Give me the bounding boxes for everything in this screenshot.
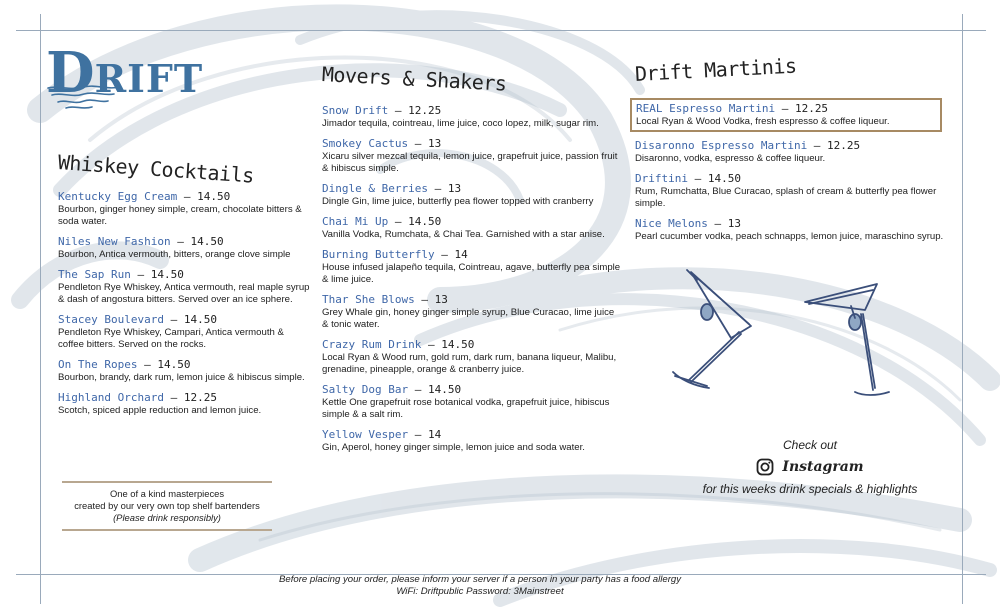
menu-item <box>322 293 622 331</box>
item-name: Salty Dog Bar <box>322 383 409 396</box>
menu-item <box>322 104 622 130</box>
item-desc: Grey Whale gin, honey ginger simple syrup, Blue Curacao, lime juice & tonic water. <box>322 307 615 330</box>
note-line-2: created by our very own top shelf bartenders <box>74 500 260 511</box>
instagram-row <box>680 458 940 476</box>
menu-item <box>635 139 947 165</box>
item-desc: Dingle Gin, lime juice, butterfly pea flower topped with cranberry <box>322 196 594 207</box>
item-name: Kentucky Egg Cream <box>58 190 178 203</box>
item-price: – 12.25 <box>807 139 861 152</box>
movers-section <box>322 62 622 461</box>
item-price: – 13 <box>408 137 442 150</box>
item-desc: Pearl cucumber vodka, peach schnapps, lemon juice, maraschino syrup. <box>635 231 944 242</box>
menu-item <box>58 235 310 261</box>
item-price: – 12.25 <box>163 391 217 404</box>
item-desc: Xicaru silver mezcal tequila, lemon juice, grapefruit juice, passion fruit & hibiscus simple. <box>322 151 618 174</box>
menu-item <box>58 358 310 384</box>
frame-right-line <box>962 14 963 604</box>
instagram-label: Instagram <box>782 459 864 475</box>
movers-title: Movers & Shakers <box>321 62 508 96</box>
item-desc: Local Ryan & Wood rum, gold rum, dark rum, banana liqueur, Malibu, grenadine, pineapple, orange & cranberry juice. <box>322 352 617 375</box>
item-name: Dingle & Berries <box>322 182 428 195</box>
item-price: – 12.25 <box>388 104 442 117</box>
instagram-icon <box>756 458 774 476</box>
allergy-notice: Before placing your order, please inform your server if a person in your party has a food allergy <box>278 574 682 585</box>
item-name: Smokey Cactus <box>322 137 409 150</box>
menu-item <box>58 268 310 306</box>
logo-rest: RIFT <box>94 56 204 101</box>
martinis-title: Drift Martinis <box>634 53 797 86</box>
menu-item <box>322 248 622 286</box>
menu-item <box>58 391 310 417</box>
item-price: – 14.50 <box>163 313 217 326</box>
whiskey-section <box>58 150 310 424</box>
item-name: On The Ropes <box>58 358 138 371</box>
item-desc: Vanilla Vodka, Rumchata, & Chai Tea. Garnished with a star anise. <box>322 229 605 240</box>
menu-item <box>635 217 947 243</box>
item-desc: Rum, Rumchatta, Blue Curacao, splash of cream & butterfly pea flower simple. <box>635 186 937 209</box>
item-name: Niles New Fashion <box>58 235 171 248</box>
item-desc: Gin, Aperol, honey ginger simple, lemon juice and soda water. <box>322 442 585 453</box>
bartender-note <box>62 481 272 531</box>
item-name: Nice Melons <box>635 217 708 230</box>
item-desc: Local Ryan & Wood Vodka, fresh espresso & coffee liqueur. <box>636 116 890 127</box>
whiskey-title-wrap <box>57 150 255 188</box>
menu-item <box>322 338 622 376</box>
frame-top-line <box>16 30 986 31</box>
item-price: – 14 <box>434 248 468 261</box>
item-desc: Kettle One grapefruit rose botanical vodka, grapefruit juice, hibiscus simple & a salt rim. <box>322 397 610 420</box>
menu-item <box>635 172 947 210</box>
item-desc: Scotch, spiced apple reduction and lemon juice. <box>58 405 262 416</box>
item-name: Snow Drift <box>322 104 389 117</box>
menu-item <box>322 215 622 241</box>
specials-text: for this weeks drink specials & highlights <box>702 482 918 496</box>
featured-menu-item <box>630 98 942 132</box>
item-desc: Bourbon, brandy, dark rum, lemon juice & hibiscus simple. <box>58 372 305 383</box>
item-price: – 14.50 <box>421 338 475 351</box>
note-line-3: (Please drink responsibly) <box>113 512 221 523</box>
item-desc: Pendleton Rye Whiskey, Antica vermouth, real maple syrup & dash of angostura bitters. Served over an ice sphere. <box>58 282 310 305</box>
frame-left-line <box>40 14 41 604</box>
item-name: Driftini <box>635 172 688 185</box>
item-name: The Sap Run <box>58 268 131 281</box>
item-desc: Jimador tequila, cointreau, lime juice, coco lopez, milk, sugar rim. <box>322 118 599 129</box>
item-desc: Pendleton Rye Whiskey, Campari, Antica vermouth & coffee bitters. Served on the rocks. <box>58 327 284 350</box>
item-price: – 13 <box>707 217 741 230</box>
item-price: – 14.50 <box>170 235 224 248</box>
item-price: – 14 <box>408 428 442 441</box>
note-line-1: One of a kind masterpieces <box>109 488 225 499</box>
footer <box>0 574 960 598</box>
menu-item <box>322 182 622 208</box>
item-desc: Disaronno, vodka, espresso & coffee liqueur. <box>635 153 826 164</box>
check-out-text: Check out <box>782 438 838 452</box>
wifi-info: WiFi: Driftpublic Password: 3Mainstreet <box>396 586 564 597</box>
whiskey-title: Whiskey Cocktails <box>57 150 255 188</box>
item-name: Burning Butterfly <box>322 248 435 261</box>
item-name: Chai Mi Up <box>322 215 389 228</box>
item-name: Stacey Boulevard <box>58 313 164 326</box>
martinis-section <box>634 53 947 250</box>
movers-title-wrap <box>321 62 508 96</box>
item-name: Thar She Blows <box>322 293 415 306</box>
menu-item <box>322 383 622 421</box>
instagram-promo <box>680 438 940 496</box>
menu-item <box>58 313 310 351</box>
menu-item <box>322 428 622 454</box>
item-price: – 13 <box>427 182 462 195</box>
item-name: Highland Orchard <box>58 391 164 404</box>
item-desc: Bourbon, ginger honey simple, cream, chocolate bitters & soda water. <box>58 204 302 227</box>
item-desc: House infused jalapeño tequila, Cointreau, agave, butterfly pea simple & lime juice. <box>322 262 621 285</box>
item-name: REAL Espresso Martini <box>636 102 776 115</box>
item-desc: Bourbon, Antica vermouth, bitters, orange clove simple <box>58 249 291 260</box>
item-price: – 14.50 <box>408 383 462 396</box>
item-name: Crazy Rum Drink <box>322 338 422 351</box>
item-name: Yellow Vesper <box>322 428 409 441</box>
menu-item <box>58 190 310 228</box>
logo-water-ripple-icon <box>44 84 124 110</box>
item-price: – 14.50 <box>388 215 442 228</box>
item-price: – 14.50 <box>137 358 191 371</box>
item-price: – 14.50 <box>130 268 184 281</box>
item-name: Disaronno Espresso Martini <box>635 139 808 152</box>
martinis-title-wrap <box>634 53 797 86</box>
logo-first-letter: D <box>46 40 95 106</box>
menu-item <box>322 137 622 175</box>
item-price: – 13 <box>414 293 448 306</box>
item-price: – 14.50 <box>687 172 741 185</box>
item-price: – 14.50 <box>177 190 231 203</box>
martini-glass-icon <box>655 262 895 402</box>
item-price: – 12.25 <box>775 102 829 115</box>
